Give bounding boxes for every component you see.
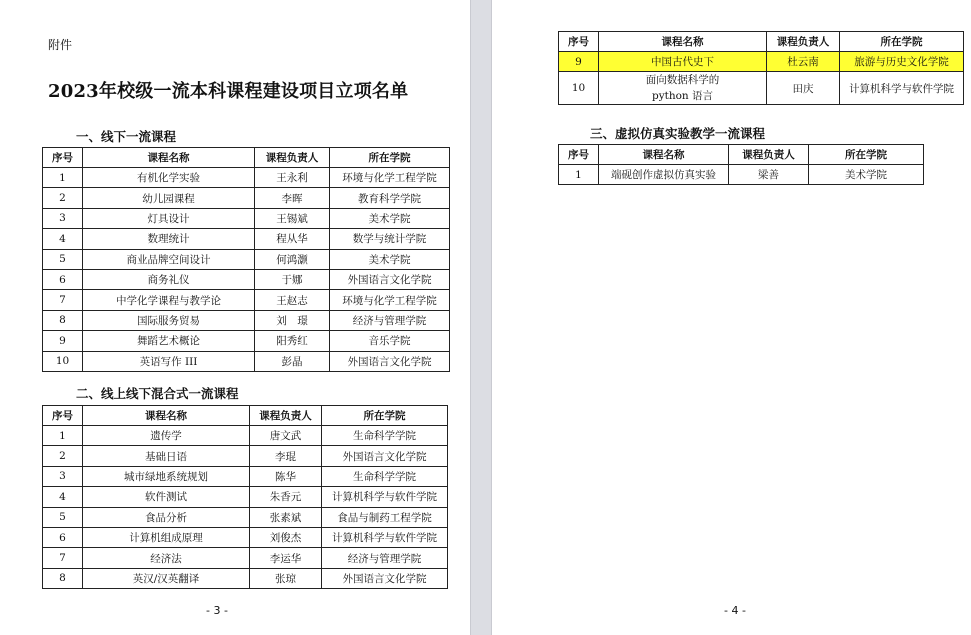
cell-number: 5 [43,507,83,527]
cell-number: 2 [43,188,83,208]
table-row [559,52,964,72]
table-row [43,466,448,486]
table-row [43,290,450,310]
cell-course-leader: 何鸿灏 [255,249,330,269]
header-course-leader: 课程负责人 [255,148,330,168]
table-row [43,168,450,188]
section-heading-virtual: 三、虚拟仿真实验教学一流课程 [590,126,766,141]
cell-course-leader: 王赵志 [255,290,330,310]
cell-course-name: 中国古代史下 [599,52,767,72]
cell-college: 环境与化学工程学院 [330,290,450,310]
cell-college: 美术学院 [330,249,450,269]
table-row [43,310,450,330]
cell-college: 计算机科学与软件学院 [322,487,448,507]
document-page-4 [492,0,971,635]
header-course-name: 课程名称 [599,32,767,52]
cell-college: 教育科学学院 [330,188,450,208]
document-title: 2023年校级一流本科课程建设项目立项名单 [48,81,409,102]
cell-course-leader: 陈华 [250,466,322,486]
cell-course-leader: 杜云南 [767,52,840,72]
header-number: 序号 [559,145,599,165]
cell-course-leader: 李晖 [255,188,330,208]
header-college: 所在学院 [809,145,924,165]
table-row [43,188,450,208]
cell-course-name: 基础日语 [83,446,250,466]
cell-course-leader: 张琼 [250,568,322,588]
header-number: 序号 [43,148,83,168]
table-row [43,426,448,446]
table-row [43,208,450,228]
cell-course-leader: 彭晶 [255,351,330,371]
course-name-line: python 语言 [651,90,714,103]
cell-course-name: 商业品牌空间设计 [83,249,255,269]
cell-college: 食品与制药工程学院 [322,507,448,527]
cell-college: 计算机科学与软件学院 [322,527,448,547]
cell-number: 1 [43,426,83,446]
cell-course-name: 灯具设计 [83,208,255,228]
table-row [559,72,964,105]
cell-college: 环境与化学工程学院 [330,168,450,188]
cell-number: 6 [43,269,83,289]
cell-course-leader: 田庆 [767,72,840,105]
header-course-leader: 课程负责人 [250,406,322,426]
header-number: 序号 [559,32,599,52]
course-name-line: 面向数据科学的 [645,74,720,87]
cell-college: 外国语言文化学院 [322,568,448,588]
cell-number: 7 [43,548,83,568]
cell-number: 7 [43,290,83,310]
table-row [43,527,448,547]
cell-course-name: 舞蹈艺术概论 [83,331,255,351]
cell-course-name: 经济法 [83,548,250,568]
header-course-name: 课程名称 [83,148,255,168]
page-number: - 4 - [724,604,746,617]
cell-course-name: 计算机组成原理 [83,527,250,547]
cell-number: 4 [43,487,83,507]
cell-college: 外国语言文化学院 [330,351,450,371]
cell-college: 数学与统计学院 [330,229,450,249]
blended-course-table-continued [558,31,964,105]
cell-course-name: 英语写作 III [83,351,255,371]
page-number: - 3 - [206,604,228,617]
table-header-row [43,148,450,168]
table-header-row [43,406,448,426]
cell-college: 生命科学学院 [322,466,448,486]
header-course-leader: 课程负责人 [767,32,840,52]
virtual-simulation-course-table [558,144,924,185]
header-college: 所在学院 [330,148,450,168]
cell-course-leader: 李琨 [250,446,322,466]
header-course-name: 课程名称 [83,406,250,426]
cell-number: 1 [559,165,599,185]
cell-number: 3 [43,208,83,228]
section-heading-blended: 二、线上线下混合式一流课程 [76,386,239,401]
table-row [43,269,450,289]
cell-college: 美术学院 [809,165,924,185]
cell-college: 经济与管理学院 [330,310,450,330]
cell-number: 4 [43,229,83,249]
cell-number: 3 [43,466,83,486]
table-header-row [559,32,964,52]
page-gap-scroll-area[interactable] [470,0,492,635]
cell-course-leader: 王永利 [255,168,330,188]
cell-college: 经济与管理学院 [322,548,448,568]
table-header-row [559,145,924,165]
blended-course-table [42,405,448,589]
header-college: 所在学院 [322,406,448,426]
table-row [43,249,450,269]
cell-number: 2 [43,446,83,466]
cell-number: 6 [43,527,83,547]
cell-course-name: 英汉/汉英翻译 [83,568,250,588]
table-row [559,165,924,185]
cell-course-leader: 朱香元 [250,487,322,507]
cell-course-name: 食品分析 [83,507,250,527]
cell-course-name: 城市绿地系统规划 [83,466,250,486]
header-course-name: 课程名称 [599,145,729,165]
cell-number: 5 [43,249,83,269]
header-college: 所在学院 [840,32,964,52]
table-row [43,507,448,527]
cell-course-name: 国际服务贸易 [83,310,255,330]
cell-course-name: 有机化学实验 [83,168,255,188]
cell-course-leader: 阳秀红 [255,331,330,351]
cell-college: 外国语言文化学院 [330,269,450,289]
cell-course-name [599,72,767,105]
cell-course-name: 端砚创作虚拟仿真实验 [599,165,729,185]
cell-course-leader: 唐文武 [250,426,322,446]
header-number: 序号 [43,406,83,426]
cell-number: 8 [43,568,83,588]
cell-course-leader: 梁善 [729,165,809,185]
cell-course-leader: 于娜 [255,269,330,289]
cell-college: 计算机科学与软件学院 [840,72,964,105]
table-row [43,487,448,507]
table-row [43,568,448,588]
cell-course-name: 中学化学课程与教学论 [83,290,255,310]
cell-course-leader: 王锡斌 [255,208,330,228]
cell-course-leader: 张素斌 [250,507,322,527]
cell-course-leader: 李运华 [250,548,322,568]
cell-college: 音乐学院 [330,331,450,351]
cell-course-name: 遗传学 [83,426,250,446]
document-page-3 [0,0,470,635]
cell-course-leader: 刘 璟 [255,310,330,330]
cell-number: 1 [43,168,83,188]
cell-college: 美术学院 [330,208,450,228]
cell-college: 旅游与历史文化学院 [840,52,964,72]
table-row [43,446,448,466]
cell-course-name: 数理统计 [83,229,255,249]
cell-college: 外国语言文化学院 [322,446,448,466]
cell-course-name: 软件测试 [83,487,250,507]
table-row [43,229,450,249]
cell-number: 10 [43,351,83,371]
section-heading-offline: 一、线下一流课程 [76,129,177,144]
cell-course-name: 幼儿园课程 [83,188,255,208]
cell-course-leader: 程从华 [255,229,330,249]
cell-number: 9 [43,331,83,351]
table-row [43,331,450,351]
table-row [43,548,448,568]
header-course-leader: 课程负责人 [729,145,809,165]
cell-course-leader: 刘俊杰 [250,527,322,547]
offline-course-table [42,147,450,372]
cell-college: 生命科学学院 [322,426,448,446]
cell-number: 8 [43,310,83,330]
cell-number: 10 [559,72,599,105]
table-row [43,351,450,371]
cell-course-name: 商务礼仪 [83,269,255,289]
cell-number: 9 [559,52,599,72]
attachment-label: 附件 [48,38,73,52]
